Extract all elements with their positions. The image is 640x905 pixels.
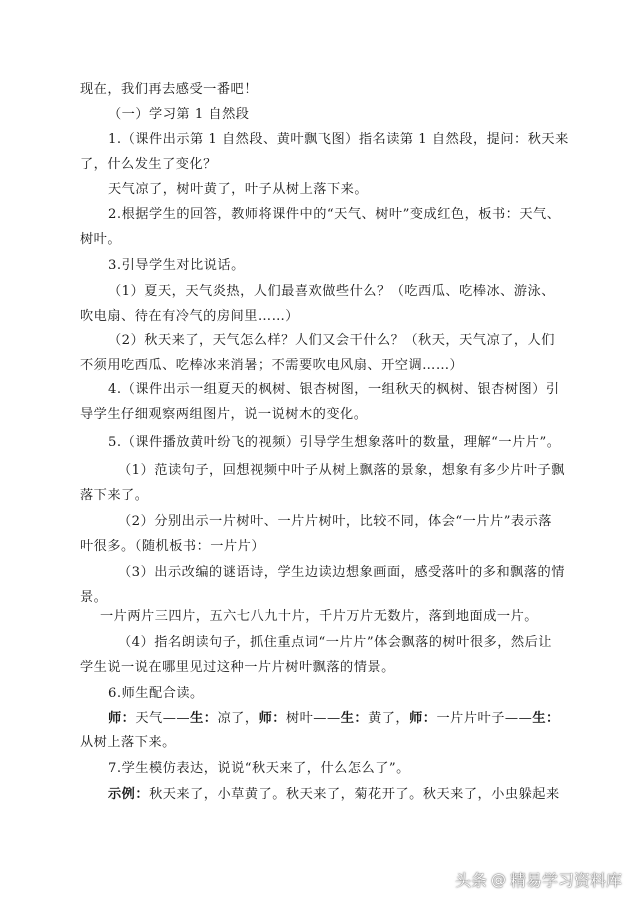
text-line: 1.（课件出示第 1 自然段、黄叶飘飞图）指名读第 1 自然段，提问：秋天来 <box>108 132 569 147</box>
text-line: 天气凉了，树叶黄了，叶子从树上落下来。 <box>108 182 369 197</box>
text-line: 3.引导学生对比说话。 <box>108 258 245 273</box>
watermark-brand: 头条 <box>454 871 487 890</box>
text-line: （2）分别出示一片树叶、一片片树叶，比较不同，体会“一片片”表示落 <box>118 514 552 529</box>
text-line: 了，什么发生了变化？ <box>80 157 217 172</box>
text-line: 吹电扇、待在有冷气的房间里……） <box>80 309 299 324</box>
text-line: 落下来了。 <box>80 488 149 503</box>
text-line: 2.根据学生的回答，教师将课件中的“天气、树叶”变成红色，板书：天气、 <box>108 207 561 222</box>
speaker-teacher: 师： <box>258 711 286 726</box>
text-line: （2）秋天来了，天气怎么样？人们又会干什么？（秋天，天气凉了，人们 <box>108 333 555 348</box>
dialogue-text: 凉了， <box>217 711 259 726</box>
example-label: 示例： <box>108 787 150 802</box>
speaker-student: 生： <box>190 711 218 726</box>
dialogue-text: 一片片叶子—— <box>436 711 533 726</box>
text-line: （3）出示改编的谜语诗，学生边读边想象画面，感受落叶的多和飘落的情 <box>118 565 565 580</box>
text-line: 7.学生模仿表达，说说“秋天来了，什么怎么了”。 <box>108 761 410 776</box>
text-line: （1）范读句子，回想视频中叶子从树上飘落的景象，想象有多少片叶子飘 <box>118 463 565 478</box>
speaker-teacher: 师： <box>409 711 437 726</box>
speaker-teacher: 师： <box>108 711 136 726</box>
text-line: 叶很多。（随机板书：一片片） <box>80 539 266 554</box>
speaker-student: 生： <box>340 711 369 726</box>
text-line: 6.师生配合读。 <box>108 686 204 701</box>
watermark <box>455 868 622 891</box>
speaker-student: 生： <box>532 711 560 726</box>
text-line: 4.（课件出示一组夏天的枫树、银杏树图，一组秋天的枫树、银杏树图）引 <box>108 382 560 397</box>
text-line: 景。 <box>80 590 108 605</box>
text-line: 学生说一说在哪里见过这种一片片树叶飘落的情景。 <box>80 660 395 675</box>
dialogue-text: 天气—— <box>135 711 191 726</box>
text-line: 导学生仔细观察两组图片，说一说树木的变化。 <box>80 407 368 422</box>
text-line: 5.（课件播放黄叶纷飞的视频）引导学生想象落叶的数量，理解“一片片”。 <box>108 435 561 450</box>
watermark-account: 精易学习资料库 <box>509 871 622 890</box>
at-icon: @ <box>490 870 506 889</box>
text-line: （4）指名朗读句子，抓住重点词“一片片”体会飘落的树叶很多，然后让 <box>118 635 552 650</box>
dialogue-line: 从树上落下来。 <box>80 735 176 750</box>
dialogue-line <box>108 709 560 729</box>
text-line: 不须用吃西瓜、吃棒冰来消暑；不需要吹电风扇、开空调……） <box>80 358 464 373</box>
dialogue-text: 黄了， <box>368 711 410 726</box>
section-heading: （一）学习第 1 自然段 <box>108 107 250 122</box>
riddle-poem-line: 一片两片三四片，五六七八九十片，千片万片无数片，落到地面成一片。 <box>100 609 538 624</box>
text-line: （1）夏天，天气炎热，人们最喜欢做些什么？（吃西瓜、吃棒冰、游泳、 <box>108 284 555 299</box>
example-text: 秋天来了，小草黄了。秋天来了，菊花开了。秋天来了，小虫躲起来 <box>149 787 560 802</box>
text-line: 树叶。 <box>80 232 122 247</box>
example-line <box>108 785 560 805</box>
text-line: 现在，我们再去感受一番吧！ <box>80 82 258 97</box>
dialogue-text: 树叶—— <box>285 711 341 726</box>
